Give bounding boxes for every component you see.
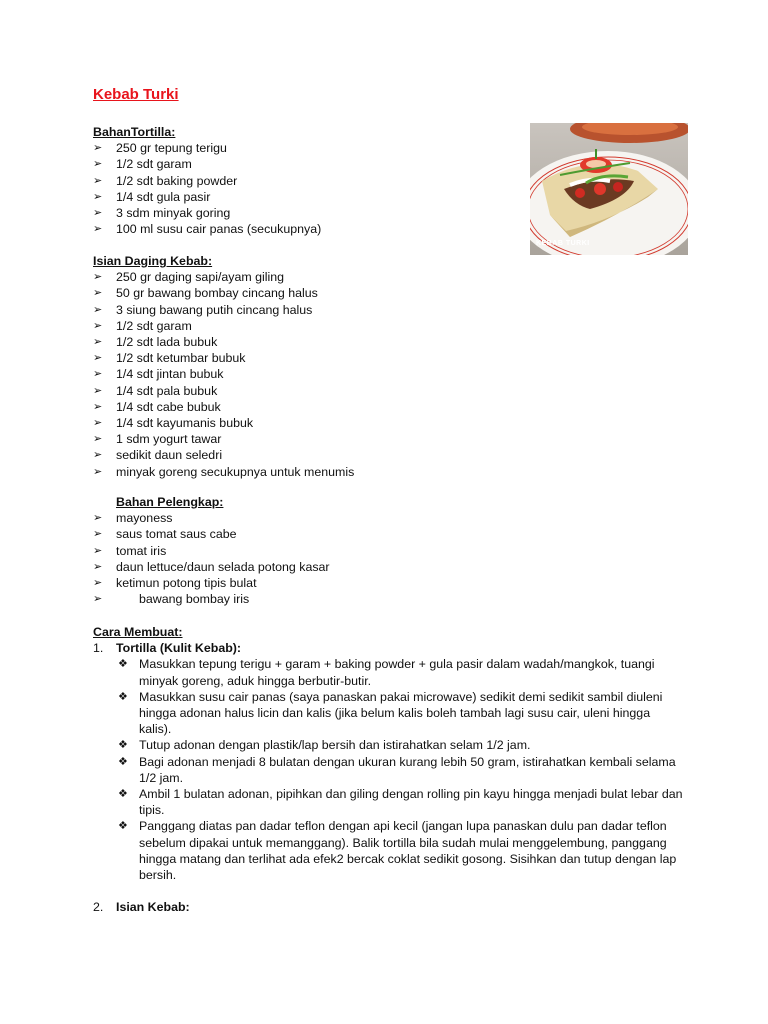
arrow-bullet-icon: ➢ [93,384,103,397]
list-item-text: bawang bombay iris [139,592,250,607]
list-item-text: sedikit daun seledri [116,448,223,463]
list-item [93,543,693,559]
list-item [93,156,693,172]
complement-ingredients-section [93,494,693,607]
list-item-text: 1/2 sdt garam [116,157,192,172]
photo-caption: KEBAB TURKI [536,240,590,247]
list-item-text: mayoness [116,511,173,526]
substep-text: Masukkan susu cair panas (saya panaskan pakai microwave) sedikit demi sedikit sambil diuleni hingga adonan halus licin dan kalis (jika belum kalis boleh tambah lagi susu cair, uleni hingga kalis). [139,689,663,737]
diamond-bullet-icon: ❖ [118,820,128,833]
arrow-bullet-icon: ➢ [93,303,103,316]
arrow-bullet-icon: ➢ [93,593,103,606]
substep-item [116,818,683,883]
diamond-bullet-icon: ❖ [118,690,128,703]
list-item [93,173,693,189]
arrow-bullet-icon: ➢ [93,142,103,155]
list-item-text: 3 sdm minyak goring [116,206,231,221]
list-item-text: 1/2 sdt baking powder [116,173,238,188]
list-item [93,189,693,205]
list-item [93,575,693,591]
tortilla-ingredients-heading: BahanTortilla: [93,125,176,139]
step-title: Tortilla (Kulit Kebab): [116,641,242,656]
list-item [93,526,693,542]
list-item [93,350,693,366]
list-item-text: 1/4 sdt kayumanis bubuk [116,416,254,431]
substep-text: Ambil 1 bulatan adonan, pipihkan dan giling dengan rolling pin kayu hingga menjadi bulat lebar dan tipis. [139,787,683,818]
list-item-text: 1/2 sdt garam [116,318,192,333]
arrow-bullet-icon: ➢ [93,544,103,557]
list-item-text: 3 siung bawang putih cincang halus [116,302,313,317]
method-step [93,640,683,883]
substep-item [116,656,683,688]
method-heading: Cara Membuat: [93,625,183,639]
list-item [93,366,693,382]
arrow-bullet-icon: ➢ [93,158,103,171]
step-number: 2. [93,900,104,915]
arrow-bullet-icon: ➢ [93,465,103,478]
substep-text: Masukkan tepung terigu + garam + baking powder + gula pasir dalam wadah/mangkok, tuangi minyak goreng, aduk hingga berbutir-butir. [139,657,655,688]
diamond-bullet-icon: ❖ [118,739,128,752]
complement-ingredients-heading: Bahan Pelengkap: [116,495,224,509]
substep-text: Tutup adonan dengan plastik/lap bersih dan istirahatkan selam 1/2 jam. [139,738,531,753]
list-item [93,415,693,431]
arrow-bullet-icon: ➢ [93,174,103,187]
list-item-text: 1/4 sdt pala bubuk [116,383,218,398]
arrow-bullet-icon: ➢ [93,417,103,430]
substep-item [116,786,683,818]
tortilla-ingredients-list [93,140,693,237]
substep-text: Panggang diatas pan dadar teflon dengan api kecil (jangan lupa panaskan dulu pan dadar teflon sebelum dipakai untuk memanggang). Balik tortilla bila sudah mulai menggelembung, panggang hingga matang dan terlihat ada efek2 bercak coklat sedikit gosong. Sisihkan dan tutup dengan lap bersih. [139,819,677,883]
method-steps [93,640,683,915]
list-item-text: daun lettuce/daun selada potong kasar [116,559,330,574]
document-title: Kebab Turki [93,86,179,103]
substep-item [116,754,683,786]
arrow-bullet-icon: ➢ [93,528,103,541]
arrow-bullet-icon: ➢ [93,319,103,332]
list-item [93,559,693,575]
arrow-bullet-icon: ➢ [93,271,103,284]
arrow-bullet-icon: ➢ [93,352,103,365]
list-item-text: tomat iris [116,543,167,558]
arrow-bullet-icon: ➢ [93,368,103,381]
filling-ingredients-heading: Isian Daging Kebab: [93,254,213,268]
arrow-bullet-icon: ➢ [93,400,103,413]
list-item-text: 250 gr tepung terigu [116,141,227,156]
diamond-bullet-icon: ❖ [118,755,128,768]
filling-ingredients-section [93,253,693,480]
list-item-text: 100 ml susu cair panas (secukupnya) [116,222,322,237]
list-item-text: ketimun potong tipis bulat [116,576,257,591]
list-item [93,383,693,399]
list-item [93,285,693,301]
list-item [93,464,693,480]
method-section [93,624,683,915]
list-item-text: saus tomat saus cabe [116,527,237,542]
list-item [93,318,693,334]
list-item-text: 1 sdm yogurt tawar [116,432,222,447]
list-item-text: 50 gr bawang bombay cincang halus [116,286,318,301]
arrow-bullet-icon: ➢ [93,287,103,300]
list-item [93,140,693,156]
list-item [93,431,693,447]
list-item [93,302,693,318]
list-item-text: 250 gr daging sapi/ayam giling [116,270,285,285]
method-step [93,899,683,915]
list-item-text: 1/4 sdt gula pasir [116,189,211,204]
arrow-bullet-icon: ➢ [93,577,103,590]
substep-item [116,689,683,738]
list-item-text: 1/4 sdt jintan bubuk [116,367,224,382]
arrow-bullet-icon: ➢ [93,223,103,236]
tortilla-ingredients-section [93,124,693,237]
list-item-text: minyak goreng secukupnya untuk menumis [116,464,355,479]
diamond-bullet-icon: ❖ [118,658,128,671]
arrow-bullet-icon: ➢ [93,207,103,220]
substep-text: Bagi adonan menjadi 8 bulatan dengan ukuran kurang lebih 50 gram, istirahatkan kembali selama 1/2 jam. [139,754,676,785]
arrow-bullet-icon: ➢ [93,336,103,349]
list-item [93,399,693,415]
list-item-text: 1/2 sdt ketumbar bubuk [116,351,246,366]
list-item [93,221,693,237]
list-item [93,334,693,350]
step-number: 1. [93,641,104,656]
arrow-bullet-icon: ➢ [93,512,103,525]
complement-ingredients-list [93,510,693,607]
arrow-bullet-icon: ➢ [93,449,103,462]
arrow-bullet-icon: ➢ [93,190,103,203]
list-item [93,510,693,526]
substep-item [116,737,683,753]
list-item [93,447,693,463]
list-item [93,269,693,285]
arrow-bullet-icon: ➢ [93,560,103,573]
diamond-bullet-icon: ❖ [118,788,128,801]
list-item-text: 1/4 sdt cabe bubuk [116,399,221,414]
list-item-text: 1/2 sdt lada bubuk [116,335,218,350]
list-item [93,205,693,221]
step-title: Isian Kebab: [116,900,190,915]
list-item [93,591,693,607]
filling-ingredients-list [93,269,693,480]
arrow-bullet-icon: ➢ [93,433,103,446]
substep-list [116,656,683,883]
